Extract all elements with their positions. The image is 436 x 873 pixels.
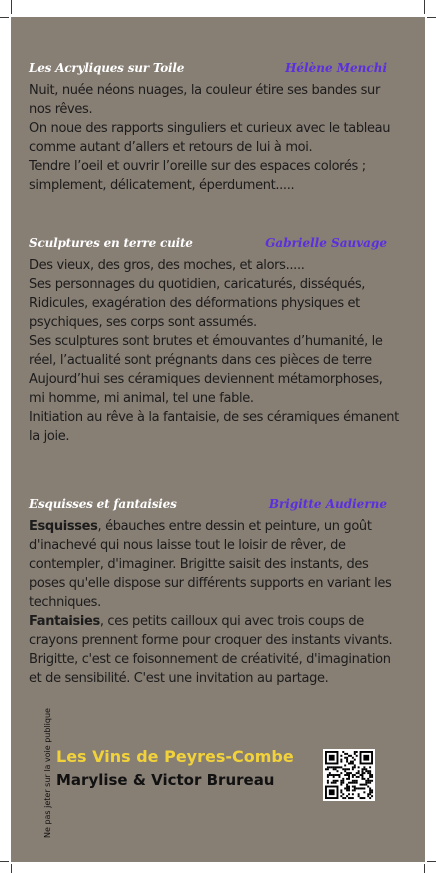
qr-code-graphic [323, 749, 375, 801]
paragraph-text: Nuit, nuée néons nuages, la couleur étire ses bandes sur nos rêves. [29, 83, 380, 117]
paragraph-text: Initiation au rêve à la fantaisie, de ses céramiques émanent la joie. [29, 410, 399, 444]
section-title: Sculptures en terre cuite [29, 236, 193, 250]
paragraph-text: , ébauches entre dessin et peinture, un goût d'inachevé qui nous laisse tout le loisir de rêver, de contempler, d'imaginer. Brigitte saisit des instants, des poses qu'elle dispose sur différents supports en variant les techniques. [29, 519, 392, 610]
section-body [29, 517, 399, 688]
section-paragraph [29, 332, 399, 370]
section-author: Gabrielle Sauvage [265, 236, 387, 250]
section-paragraph [29, 256, 399, 275]
section-paragraph [29, 370, 399, 408]
crop-mark [11, 864, 12, 873]
section-author: Hélène Menchi [285, 61, 387, 75]
paragraph-text: Aujourd’hui ses céramiques deviennent métamorphoses, mi homme, mi animal, tel une fable. [29, 372, 383, 406]
crop-mark [424, 0, 425, 14]
paragraph-text: On noue des rapports singuliers et curieux avec le tableau comme autant d’allers et retours de lui à moi. [29, 121, 391, 155]
section-body [29, 81, 399, 195]
section-author: Brigitte Audierne [268, 497, 387, 511]
crop-mark [427, 861, 436, 862]
section-paragraph [29, 517, 399, 612]
paragraph-text: , ces petits cailloux qui avec trois coups de crayons prennent forme pour croquer des instants vivants. Brigitte, c'est ce foisonnement de créativité, d'imagination et de sensibilité. C'est une invitation au partage. [29, 614, 393, 686]
section-header [29, 497, 399, 517]
section-paragraph [29, 275, 399, 332]
section-title: Esquisses et fantaisies [29, 497, 177, 511]
section-acryliques [29, 61, 399, 195]
crop-mark [11, 0, 12, 14]
section-sculptures [29, 236, 399, 446]
paragraph-text: Des vieux, des gros, des moches, et alors..... [29, 258, 305, 273]
crop-mark [424, 864, 425, 873]
paragraph-text: Ses sculptures sont brutes et émouvantes d’humanité, le réel, l’actualité sont prégnants dans ces pièces de terre [29, 334, 383, 368]
crop-mark [0, 17, 9, 18]
section-esquisses [29, 497, 399, 688]
section-paragraph [29, 119, 399, 157]
section-header [29, 61, 399, 81]
paragraph-text: Tendre l’oeil et ouvrir l’oreille sur des espaces colorés ; simplement, délicatement, éperdument..... [29, 159, 366, 193]
section-paragraph [29, 157, 399, 195]
section-paragraph [29, 81, 399, 119]
section-body [29, 256, 399, 446]
crop-mark [0, 861, 9, 862]
section-header [29, 236, 399, 256]
bold-keyword: Fantaisies [29, 614, 100, 629]
section-paragraph [29, 408, 399, 446]
section-title: Les Acryliques sur Toile [29, 61, 185, 75]
brand-name: Les Vins de Peyres-Combe [56, 747, 294, 766]
section-paragraph [29, 612, 399, 688]
qr-code-icon [323, 749, 375, 801]
bold-keyword: Esquisses [29, 519, 98, 534]
owners-name: Marylise & Victor Brureau [56, 771, 275, 789]
crop-mark [427, 17, 436, 18]
vertical-notice: Ne pas jeter sur la voie publique [43, 708, 52, 838]
paragraph-text: Ses personnages du quotidien, caricaturés, disséqués, Ridicules, exagération des déformations physiques et psychiques, ses corps sont assumés. [29, 277, 366, 330]
